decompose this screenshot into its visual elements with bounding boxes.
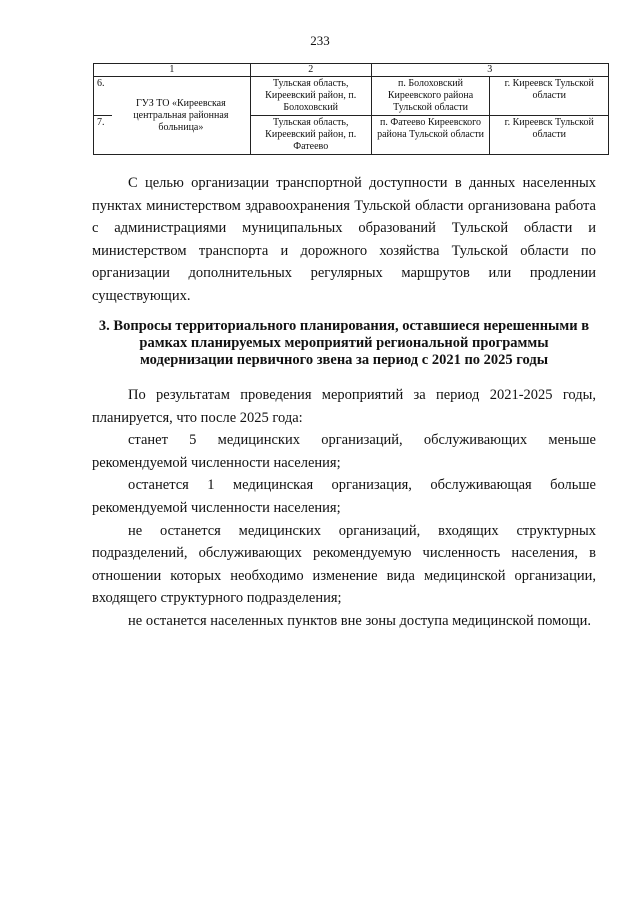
table-header-cell: 2 [250,64,371,77]
table-header-row [94,64,609,77]
settlement-cell: п. Фатеево Киреевского района Тульской области [371,116,490,155]
settlement-cell: п. Болоховский Киреевского района Тульской области [371,77,490,116]
list-item: останется 1 медицинская организация, обслуживающая больше рекомендуемой численности населения; [92,477,596,516]
table-header-cell: 1 [94,64,251,77]
location-cell: Тульская область, Киреевский район, п. Болоховский [250,77,371,116]
section-heading: 3. Вопросы территориального планирования, оставшиеся нерешенными в рамках планируемых мероприятий региональной программы модернизации первичного звена за период с 2021 по 2025 годы [98,318,590,368]
page-number: 233 [310,33,330,48]
table-row [94,77,609,116]
table-header-cell: 3 [371,64,608,77]
transport-paragraph: С целью организации транспортной доступности в данных населенных пунктах министерством здравоохранения Тульской области организована работа с администрациями муниципальных образований Тульской области и министерством транспорта и дорожного хозяйства Тульской области по организации дополнительных регулярных маршрутов или продлении существующих. [92,175,596,304]
list-item: не останется медицинских организаций, входящих структурных подразделений, обслуживающих рекомендуемую численность населения, в отношении которых необходимо изменение вида медицинской организации, входящего структурного подразделения; [92,522,596,607]
location-cell: Тульская область, Киреевский район, п. Фатеево [250,116,371,155]
target-cell: г. Киреевск Тульской области [490,77,609,116]
target-cell: г. Киреевск Тульской области [490,116,609,155]
organization-cell: ГУЗ ТО «Киреевская центральная районная больница» [112,77,250,155]
results-intro: По результатам проведения мероприятий за период 2021-2025 годы, планируется, что после 2025 года: [92,387,596,426]
row-number: 6. [94,77,112,116]
list-item: не останется населенных пунктов вне зоны доступа медицинской помощи. [128,612,592,629]
list-item: станет 5 медицинских организаций, обслуживающих меньше рекомендуемой численности населения; [92,432,596,471]
settlements-table [93,63,609,155]
results-section [92,384,596,633]
row-number: 7. [94,116,112,155]
